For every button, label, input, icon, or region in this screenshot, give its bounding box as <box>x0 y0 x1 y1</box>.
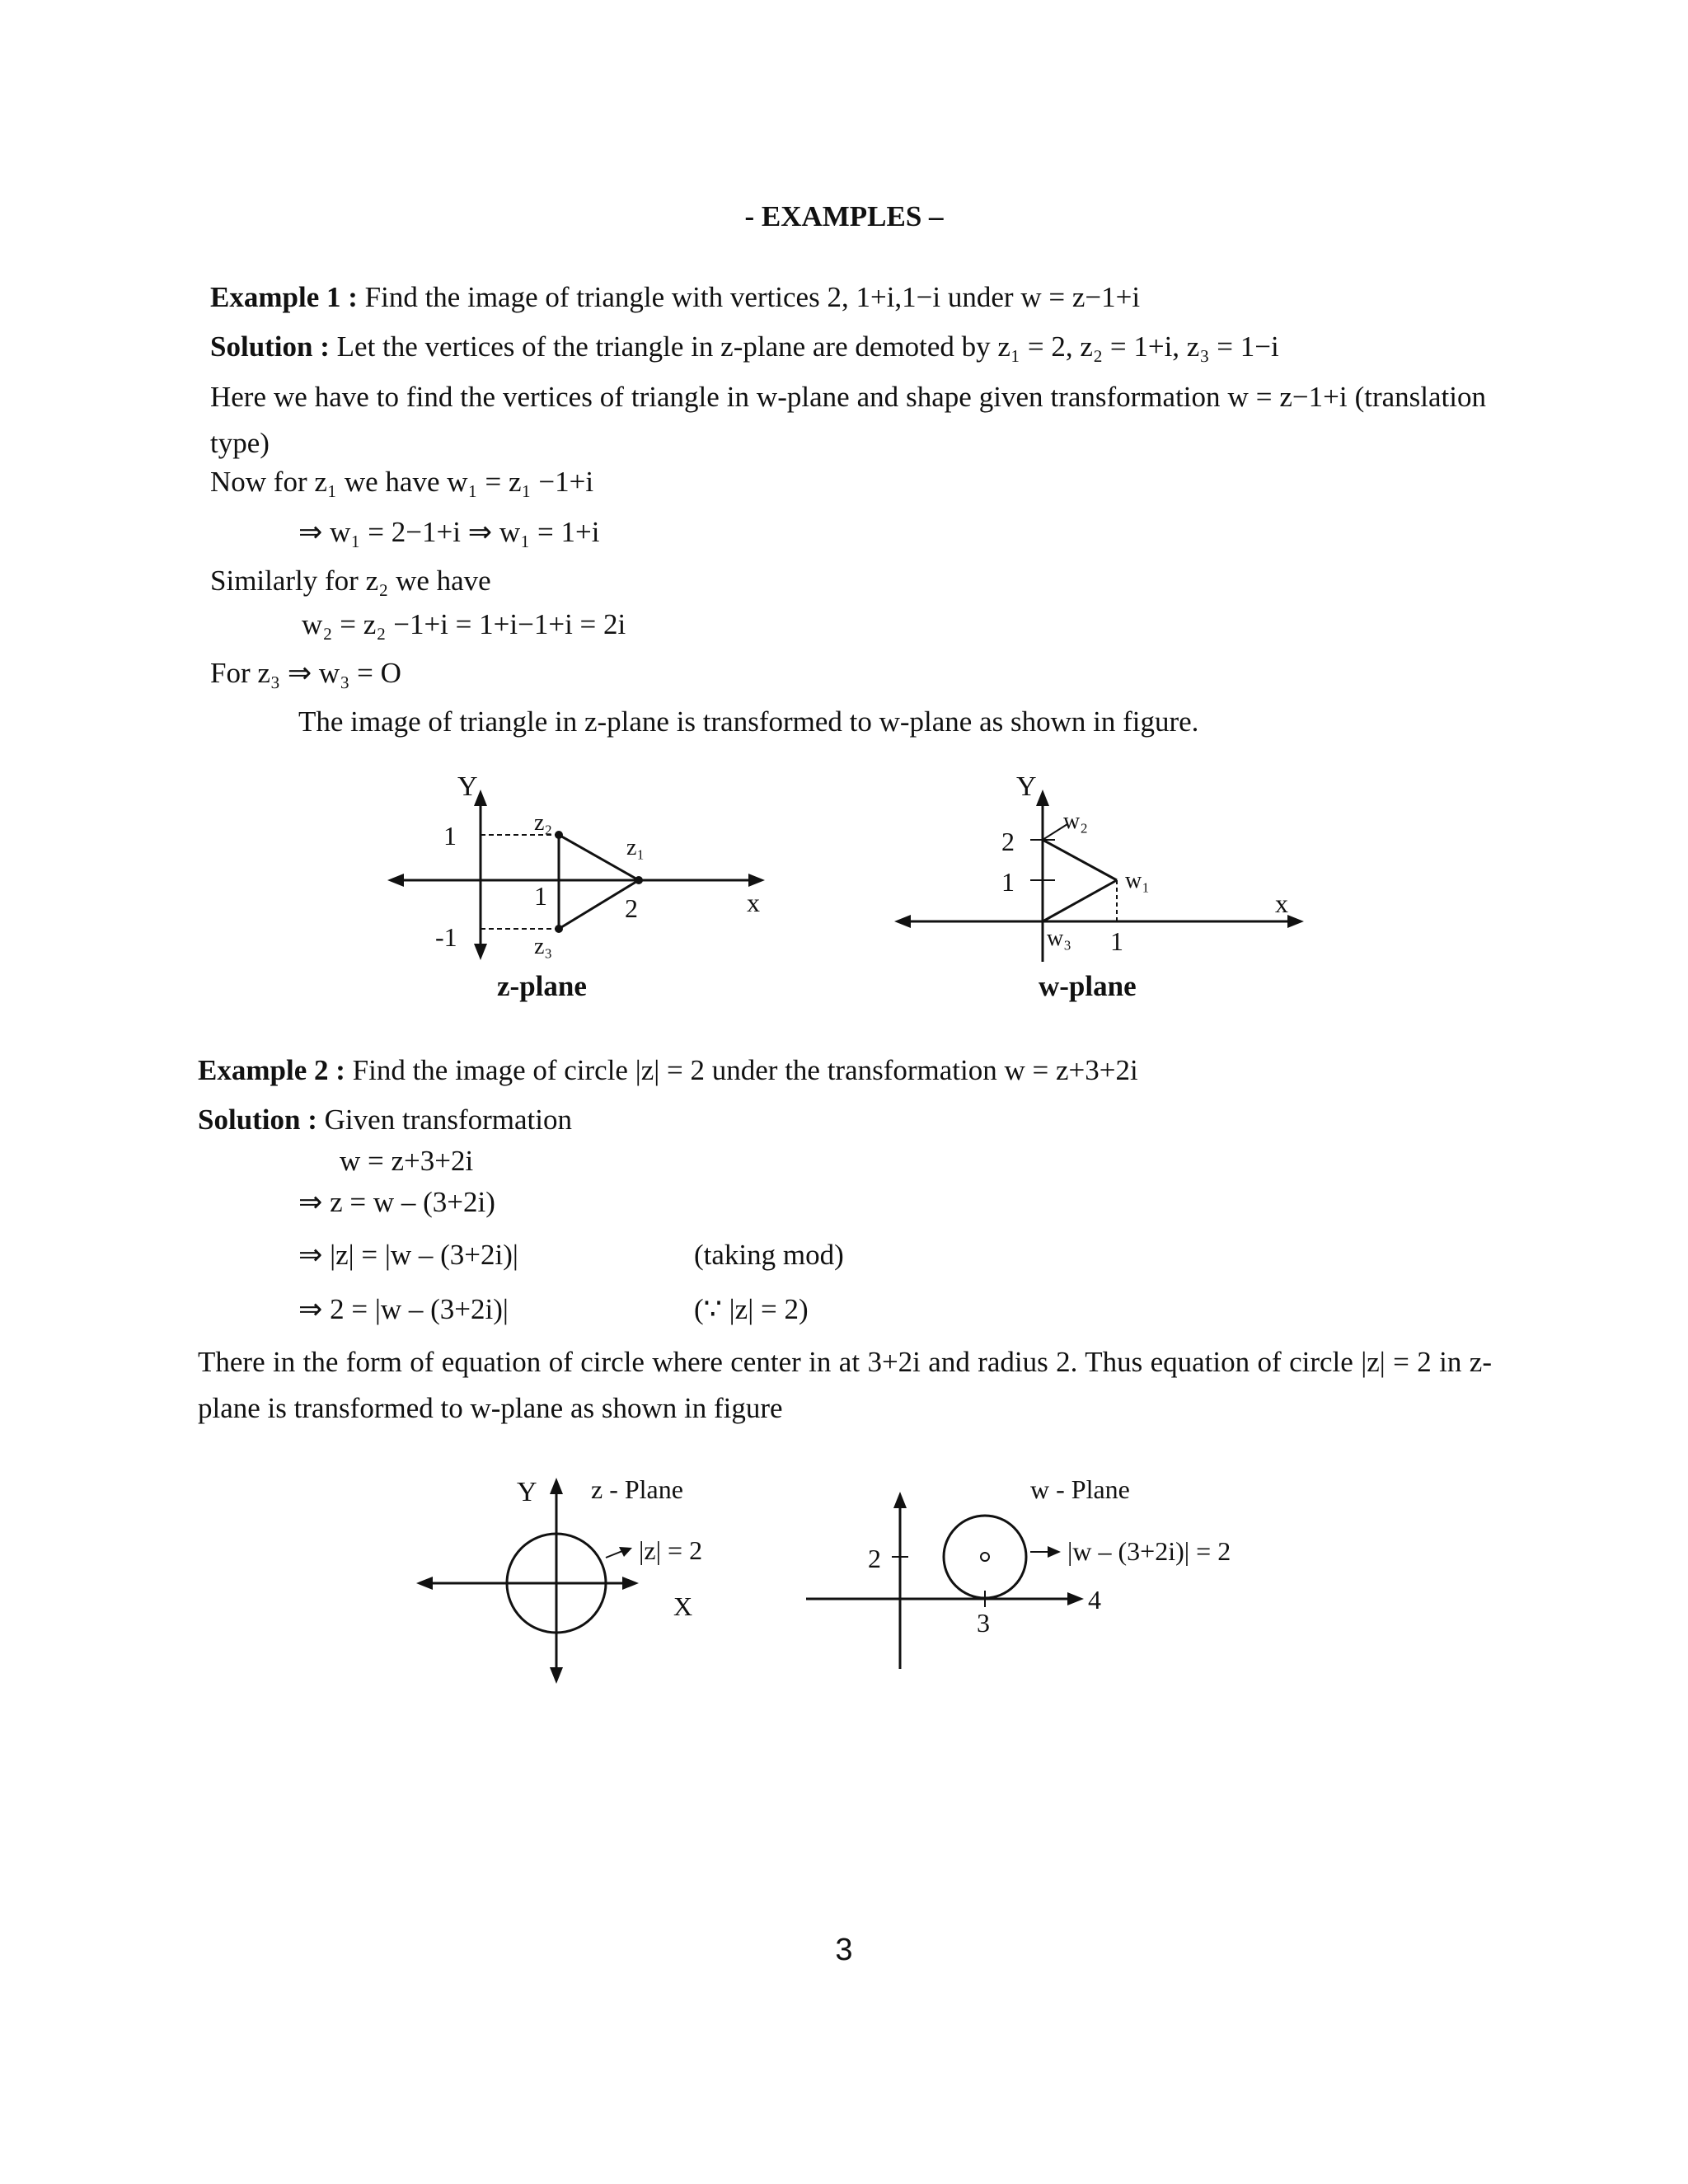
page-heading: - EXAMPLES – <box>744 200 944 232</box>
example1-text: Find the image of triangle with vertices 2, 1+i,1−i under w = z−1+i <box>364 281 1141 313</box>
label-z1: z₁ <box>626 835 645 860</box>
example1-solution <box>210 330 1279 364</box>
ex2-line3: ⇒ |z| = |w – (3+2i)| <box>298 1239 518 1271</box>
example2-question <box>198 1053 1138 1088</box>
vertex-z1 <box>635 876 643 884</box>
solution1-label: Solution : <box>210 330 330 363</box>
z-plane-triangle-figure <box>387 771 783 1010</box>
w-plane-caption: w-plane <box>1039 970 1137 1002</box>
example2-text: Find the image of circle |z| = 2 under the transformation w = z+3+2i <box>352 1054 1138 1086</box>
y-axis-label: Y <box>457 771 478 802</box>
solution2-label: Solution : <box>198 1104 317 1136</box>
y-axis-arrow-up <box>1036 790 1049 806</box>
solution1-text: Let the vertices of the triangle in z-plane are demoted by z₁ = 2, z₂ = 1+i, z₃ = 1−i <box>336 330 1279 363</box>
circle-w <box>944 1516 1026 1598</box>
page-number: 3 <box>835 1933 853 1967</box>
step2-line: w₂ = z₂ −1+i = 1+i−1+i = 2i <box>302 608 626 640</box>
ex2-line4-note: (∵ |z| = 2) <box>694 1293 809 1325</box>
label-z3: z₃ <box>534 934 553 959</box>
label-z2: z₂ <box>534 810 553 836</box>
solution2-text: Given transformation <box>324 1104 572 1136</box>
label-w2: w₂ <box>1063 808 1088 834</box>
z-plane-caption: z-plane <box>497 970 587 1002</box>
y-axis-label: Y <box>1016 771 1037 802</box>
x-axis-arrow-left <box>416 1577 433 1590</box>
tick-2: 2 <box>868 1544 881 1573</box>
now-for-line: Now for z₁ we have w₁ = z₁ −1+i <box>210 466 594 498</box>
step1-line: ⇒ w₁ = 2−1+i ⇒ w₁ = 1+i <box>298 516 600 548</box>
for-z3-line: For z₃ ⇒ w₃ = O <box>210 657 401 689</box>
ex2-line1: w = z+3+2i <box>340 1145 474 1177</box>
y-axis-label: Y <box>517 1477 537 1507</box>
z-circle-label: |z| = 2 <box>639 1535 703 1565</box>
example2-solution <box>198 1103 572 1137</box>
circle-center <box>981 1553 989 1561</box>
example1-paragraph: Here we have to find the vertices of triangle in w-plane and shape given transformation w = z−1+i (translation type) <box>210 381 1486 459</box>
w-plane-triangle-figure <box>894 771 1306 1010</box>
vertex-z2 <box>555 831 563 839</box>
example1-label: Example 1 : <box>210 281 358 313</box>
ex2-line3-note: (taking mod) <box>694 1239 844 1271</box>
tick-2: 2 <box>625 893 638 923</box>
x-axis-arrow-right <box>1287 915 1304 928</box>
label-w3: w₃ <box>1047 926 1071 951</box>
x-axis-arrow-left <box>894 915 911 928</box>
tick-1-x: 1 <box>1110 926 1123 956</box>
tick-1: 1 <box>443 821 457 851</box>
example2-label: Example 2 : <box>198 1054 345 1086</box>
ex2-line4: ⇒ 2 = |w – (3+2i)| <box>298 1293 509 1325</box>
x-axis-arrow-right <box>622 1577 639 1590</box>
triangle-side-w2-w1 <box>1043 840 1117 880</box>
w-plane-circle-figure <box>804 1471 1282 1677</box>
y-axis-arrow-up <box>893 1492 907 1508</box>
x-axis-arrow-left <box>387 874 404 887</box>
tick-neg1: -1 <box>435 922 457 952</box>
z-plane-circle-figure <box>416 1471 746 1685</box>
label-w1: w₁ <box>1125 868 1150 893</box>
tick-2: 2 <box>1001 827 1015 856</box>
image-text-line: The image of triangle in z-plane is transformed to w-plane as shown in figure. <box>298 705 1199 738</box>
tick-1: 1 <box>1001 867 1015 897</box>
triangle-side-w1-w3 <box>1043 880 1117 921</box>
tick-1-x: 1 <box>534 881 547 911</box>
w-circle-label: |w – (3+2i)| = 2 <box>1067 1536 1231 1566</box>
tick-3: 3 <box>977 1608 990 1638</box>
x-axis-arrow-right <box>748 874 765 887</box>
label-arrowhead <box>1048 1546 1061 1558</box>
example2-paragraph: There in the form of equation of circle where center in at 3+2i and radius 2. Thus equation of circle |z| = 2 in z-plane is transformed to w-plane as shown in figure <box>198 1346 1492 1424</box>
vertex-z3 <box>555 925 563 933</box>
y-axis-arrow-down <box>550 1667 563 1684</box>
x-axis-label: x <box>1275 888 1288 918</box>
y-axis-arrow-up <box>550 1478 563 1494</box>
z-plane-title: z - Plane <box>591 1474 683 1504</box>
tick-4: 4 <box>1088 1585 1101 1615</box>
similarly-line: Similarly for z₂ we have <box>210 565 491 597</box>
w-plane-title: w - Plane <box>1030 1474 1130 1504</box>
x-axis-label: x <box>747 888 760 917</box>
x-axis-label: X <box>673 1591 693 1621</box>
example1-question <box>210 280 1140 315</box>
y-axis-arrow-down <box>474 944 487 960</box>
ex2-line2: ⇒ z = w – (3+2i) <box>298 1186 495 1218</box>
x-axis-arrow-right <box>1067 1592 1084 1605</box>
